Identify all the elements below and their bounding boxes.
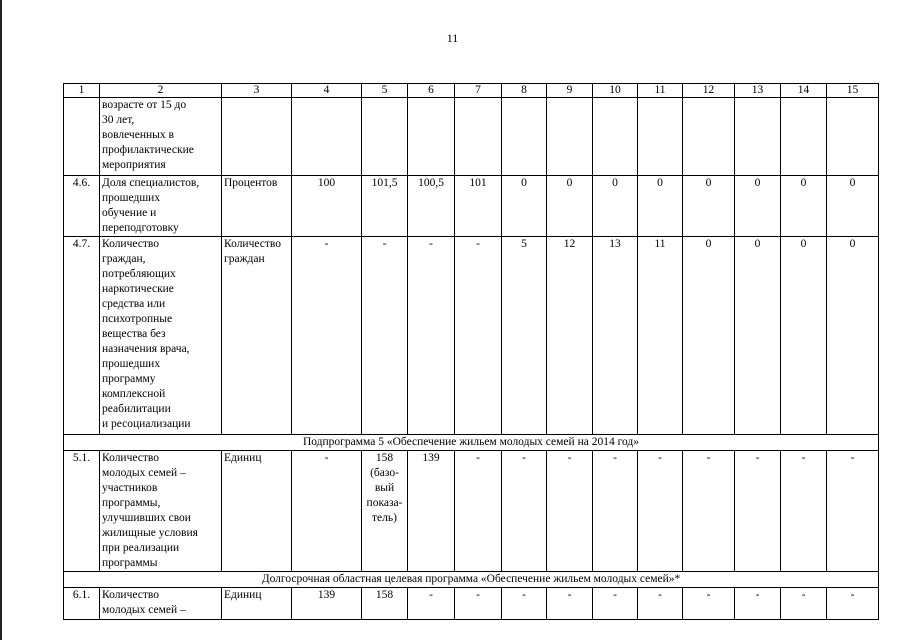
value-cell-14: - [781, 451, 827, 572]
indicator-name-line: мероприятия [102, 159, 166, 171]
value-cell-11: - [638, 451, 683, 572]
value-cell-13: - [735, 451, 781, 572]
value-cell-11: - [638, 588, 683, 620]
program-row [64, 572, 879, 588]
subprogram-row [64, 435, 879, 451]
header-cell-14: 14 [781, 84, 827, 98]
value-cell-8: - [502, 451, 547, 572]
value-cell-9: 12 [547, 237, 593, 435]
indicator-name-line: переподготовку [102, 222, 179, 234]
page-left-edge [0, 0, 2, 640]
indicator-name-line: средства или [102, 298, 166, 310]
value-cell-6: - [408, 237, 455, 435]
indicator-name-line: наркотические [102, 283, 174, 295]
indicator-name-line: Количество [102, 589, 159, 601]
indicator-name-line: возрасте от 15 до [102, 99, 187, 111]
base-value-line: (базо- [370, 467, 399, 479]
header-cell-10: 10 [593, 84, 638, 98]
indicator-name-line: программу [102, 373, 156, 385]
base-value-line: тель) [372, 512, 397, 524]
value-cell-5: 158 [362, 588, 408, 620]
value-cell-8: 0 [502, 176, 547, 237]
indicator-name-line: молодых семей – [102, 604, 186, 616]
value-cell-13: 0 [735, 176, 781, 237]
indicator-name [100, 176, 222, 237]
unit-cell [222, 176, 292, 237]
row-number: 4.7. [64, 237, 100, 435]
indicator-name-line: жилищные условия [102, 527, 198, 539]
value-cell-4: 100 [292, 176, 362, 237]
base-value-line: 158 [375, 452, 394, 464]
value-cell-14 [781, 98, 827, 176]
value-cell-8: 5 [502, 237, 547, 435]
indicator-name-line: вовлеченных в [102, 129, 174, 141]
value-cell-4: - [292, 451, 362, 572]
indicator-name-line: потребляющих [102, 268, 176, 280]
indicator-name-line: обучение и [102, 207, 157, 219]
value-cell-10: 0 [593, 176, 638, 237]
unit-line: Единиц [224, 452, 262, 464]
value-cell-11 [638, 98, 683, 176]
value-cell-4 [292, 98, 362, 176]
indicator-name-line: участников [102, 482, 158, 494]
header-cell-12: 12 [683, 84, 735, 98]
indicator-name-line: улучшивших свои [102, 512, 191, 524]
value-cell-9: - [547, 588, 593, 620]
value-cell-7 [455, 98, 502, 176]
base-value-line: вый [374, 482, 395, 494]
value-cell-5: 101,5 [362, 176, 408, 237]
indicator-name [100, 237, 222, 435]
header-cell-2: 2 [100, 84, 222, 98]
indicator-name-line: 30 лет, [102, 114, 135, 126]
value-cell-12 [683, 98, 735, 176]
row-number: 4.6. [64, 176, 100, 237]
value-cell-9: - [547, 451, 593, 572]
value-cell-15: - [827, 588, 879, 620]
value-cell-4: 139 [292, 588, 362, 620]
value-cell-12: - [683, 451, 735, 572]
unit-cell [222, 98, 292, 176]
indicator-name-line: граждан, [102, 253, 146, 265]
value-cell-4: - [292, 237, 362, 435]
row-number [64, 98, 100, 176]
value-cell-6: 100,5 [408, 176, 455, 237]
indicator-name-line: программы [102, 557, 158, 569]
indicator-name-line: вещества без [102, 328, 166, 340]
indicator-name-line: назначения врача, [102, 343, 190, 355]
page-number: 11 [446, 31, 459, 45]
value-cell-14: 0 [781, 176, 827, 237]
indicator-name-line: Доля специалистов, [102, 177, 200, 189]
unit-cell [222, 588, 292, 620]
value-cell-12: - [683, 588, 735, 620]
value-cell-10: 13 [593, 237, 638, 435]
table-row [64, 237, 879, 435]
value-cell-12: 0 [683, 176, 735, 237]
value-cell-15: - [827, 451, 879, 572]
indicator-name-line: Количество [102, 452, 159, 464]
value-cell-7: - [455, 588, 502, 620]
header-cell-8: 8 [502, 84, 547, 98]
indicator-name-line: психотропные [102, 313, 173, 325]
value-cell-13: 0 [735, 237, 781, 435]
table-row [64, 98, 879, 176]
value-cell-10: - [593, 451, 638, 572]
value-cell-15 [827, 98, 879, 176]
table-row [64, 451, 879, 572]
header-cell-4: 4 [292, 84, 362, 98]
value-cell-14: - [781, 588, 827, 620]
value-cell-6: 139 [408, 451, 455, 572]
value-cell-5 [362, 451, 408, 572]
header-row [64, 84, 879, 98]
indicator-name [100, 588, 222, 620]
value-cell-11: 0 [638, 176, 683, 237]
indicator-name [100, 451, 222, 572]
subprogram-5-title: Подпрограмма 5 «Обеспечение жильем молодых семей на 2014 год» [64, 435, 879, 451]
indicator-name-line: и ресоциализации [102, 418, 191, 430]
unit-cell [222, 237, 292, 435]
value-cell-6: - [408, 588, 455, 620]
indicator-name-line: молодых семей – [102, 467, 186, 479]
value-cell-5: - [362, 237, 408, 435]
indicator-name-line: прошедших [102, 358, 161, 370]
table-row [64, 588, 879, 620]
value-cell-15: 0 [827, 176, 879, 237]
indicator-name [100, 98, 222, 176]
value-cell-5 [362, 98, 408, 176]
indicator-name-line: Количество [102, 238, 159, 250]
indicator-table [63, 83, 879, 620]
header-cell-3: 3 [222, 84, 292, 98]
header-cell-15: 15 [827, 84, 879, 98]
header-cell-6: 6 [408, 84, 455, 98]
value-cell-7: - [455, 237, 502, 435]
indicator-name-line: прошедших [102, 192, 161, 204]
indicator-name-line: реабилитации [102, 403, 171, 415]
indicator-name-line: профилактические [102, 144, 194, 156]
unit-line: Единиц [224, 589, 262, 601]
row-number: 5.1. [64, 451, 100, 572]
header-cell-1: 1 [64, 84, 100, 98]
value-cell-8 [502, 98, 547, 176]
unit-line: граждан [224, 253, 265, 265]
unit-line: Процентов [224, 177, 278, 189]
value-cell-10 [593, 98, 638, 176]
base-value-line: показа- [366, 497, 403, 509]
value-cell-7: 101 [455, 176, 502, 237]
row-number: 6.1. [64, 588, 100, 620]
indicator-name-line: при реализации [102, 542, 180, 554]
indicator-name-line: комплексной [102, 388, 166, 400]
header-cell-9: 9 [547, 84, 593, 98]
value-cell-6 [408, 98, 455, 176]
value-cell-8: - [502, 588, 547, 620]
value-cell-12: 0 [683, 237, 735, 435]
unit-cell [222, 451, 292, 572]
header-cell-11: 11 [638, 84, 683, 98]
unit-line: Количество [224, 238, 281, 250]
value-cell-9: 0 [547, 176, 593, 237]
header-cell-7: 7 [455, 84, 502, 98]
value-cell-15: 0 [827, 237, 879, 435]
value-cell-13: - [735, 588, 781, 620]
value-cell-11: 11 [638, 237, 683, 435]
value-cell-7: - [455, 451, 502, 572]
indicator-name-line: программы, [102, 497, 161, 509]
header-cell-5: 5 [362, 84, 408, 98]
value-cell-9 [547, 98, 593, 176]
value-cell-14: 0 [781, 237, 827, 435]
value-cell-10: - [593, 588, 638, 620]
table-row [64, 176, 879, 237]
header-cell-13: 13 [735, 84, 781, 98]
long-program-title: Долгосрочная областная целевая программа «Обеспечение жильем молодых семей»* [64, 572, 879, 588]
value-cell-13 [735, 98, 781, 176]
